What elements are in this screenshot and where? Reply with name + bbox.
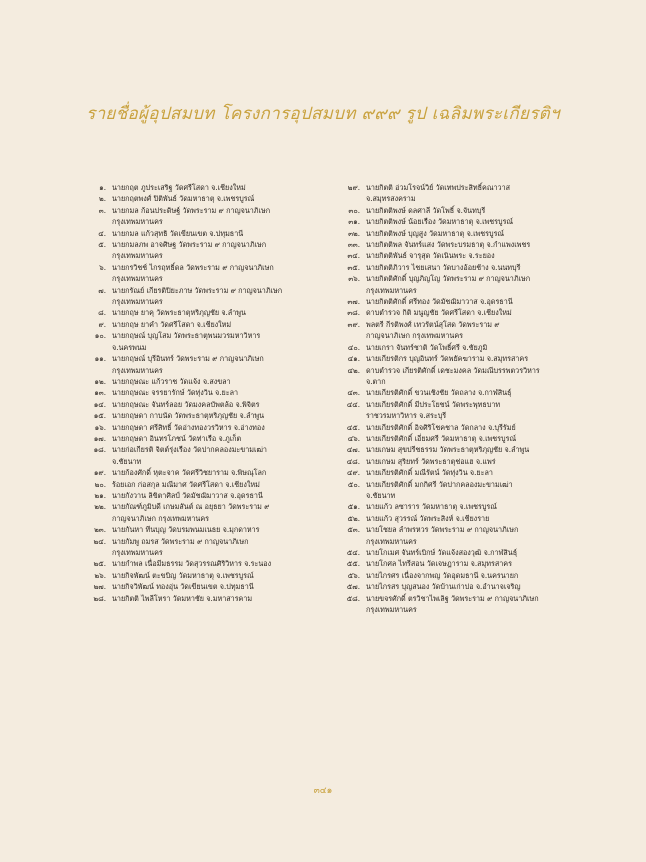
list-item — [86, 524, 326, 535]
list-item-line: นายกรวิชช์ ไกรฤทธิ์ดล วัดพระราม ๙ กาญจนาภิเษก — [112, 262, 274, 272]
list-item-text — [112, 593, 326, 604]
list-item-number: ๓๒. — [348, 228, 360, 238]
list-item-number: ๒๕. — [93, 559, 106, 569]
list-item-number: ๕๔. — [346, 548, 360, 557]
list-item-number: ๔๓. — [347, 388, 360, 398]
list-item — [86, 205, 326, 228]
list-item-line: นายไกรศร เนื่องจากพญ วัดอุดมธานี จ.นครนายก — [366, 570, 519, 580]
list-item-number: ๑๐. — [94, 331, 106, 341]
list-item-line: นายกัมพู ถมรส วัดพระราม ๙ กาญจนาภิเษก — [112, 536, 249, 546]
list-item-line: กรุงเทพมหานคร — [366, 285, 417, 295]
list-item-line: นายแก้ว ลซาราร วัดมหาธาตุ จ.เพชรบูรณ์ — [366, 502, 497, 512]
list-item — [86, 228, 326, 239]
list-item-number: ๔๗. — [346, 445, 360, 455]
list-item-line: นายกมล ก้อนประดิษฐ์ วัดพระราม ๙ กาญจนาภิเษก — [112, 205, 271, 215]
list-item — [340, 524, 580, 547]
list-item — [86, 433, 326, 444]
list-item-text — [112, 319, 326, 330]
list-item-line: นายกฤษ ยาคุ วัดพระธาตุหริภุญชัย จ.ลำพูน — [112, 308, 246, 318]
list-item-number: ๑. — [99, 183, 106, 192]
list-item-number: ๕๑. — [347, 502, 360, 512]
list-item-number: ๑๖. — [94, 422, 106, 432]
list-item-text — [112, 307, 326, 318]
list-item-number: ๕๘. — [346, 593, 360, 603]
list-item-text — [112, 205, 326, 228]
left-column — [86, 182, 326, 604]
list-item-text — [112, 524, 326, 535]
list-item-line: นายกฤษ ยาคำ วัดศรีโสดา จ.เชียงใหม่ — [112, 319, 232, 329]
list-item-text — [112, 376, 326, 387]
list-item-line: นายเกียรติศักดิ์ ขวนเชิงชัย วัดถลาง จ.กาฬสินธุ์ — [366, 388, 512, 398]
list-item-line: นายกิตติภิวาร ไชยเสนา วัดบางอ้อยช้าง จ.นนทบุรี — [366, 262, 521, 272]
list-item-number: ๓๕. — [347, 262, 360, 272]
list-item-number: ๑๕. — [93, 411, 106, 421]
list-item-number: ๘. — [98, 308, 106, 318]
list-item-number: ๕๓. — [347, 525, 360, 535]
list-item-number: ๒๗. — [93, 582, 106, 592]
list-item-number: ๒๓. — [94, 525, 106, 535]
list-item-line: นายกิตติพงษ์ ดลศาลี วัดโพธิ์ จ.จันทบุรี — [366, 205, 486, 215]
list-item-text — [112, 467, 326, 478]
list-item-line: ราชวรมหาวิหาร จ.สระบุรี — [366, 411, 447, 421]
list-item — [340, 501, 580, 512]
list-item-number: ๔๙. — [347, 468, 360, 478]
list-item — [340, 205, 580, 216]
list-item-line: นายกฤษดา กาบนัด วัดพระธาตุหริภุญชัย จ.ลำพูน — [112, 411, 265, 421]
list-item-line: กาญจนาภิเษก กรุงเทพมหานคร — [366, 331, 463, 341]
list-item-text — [366, 182, 580, 205]
list-item-number: ๒๒. — [94, 502, 106, 512]
list-item — [86, 558, 326, 569]
list-item-text — [366, 250, 580, 261]
list-item-text — [366, 456, 580, 467]
list-item — [86, 319, 326, 330]
list-item-line: พลตรี กีรติพงศ์ เทวรัตน์สุโสด วัดพระราม ๙ — [366, 319, 500, 329]
list-item-line: นายเกรา จันทร์ชาติ วัดโพธิ์ศรี จ.ชัยภูมิ — [366, 342, 488, 352]
list-item-line: นายกฤษณ์ บุรีอินทร์ วัดพระราม ๙ กาญจนาภิเษก — [112, 354, 264, 364]
list-item-line: นายเกษม สุริยทร์ วัดพระธาตุช่อแฮ จ.แพร่ — [366, 456, 496, 466]
list-item-text — [366, 547, 580, 558]
list-item-line: นายกัณฑ์ภูมิบดี เกษมสันต์ ณ อยุธยา วัดพระราม ๙ — [112, 502, 270, 512]
list-item-number: ๗. — [98, 285, 106, 295]
list-item-line: จ.สมุทรสงคราม — [366, 194, 416, 204]
list-item-text — [366, 342, 580, 353]
list-item-line: นายกิตติศักดิ์ บุญภิญโญ วัดพระราม ๙ กาญจนาภิเษก — [366, 274, 531, 284]
list-item-number: ๓๖. — [348, 274, 360, 284]
list-item — [86, 410, 326, 421]
list-item-line: นายโกเมศ จันทร์เบิกษ์ วัดแจ้งสองวุฒิ จ.กาฬสินธุ์ — [366, 548, 518, 557]
list-item-number: ๑๗. — [93, 433, 106, 443]
list-item — [340, 182, 580, 205]
list-item — [340, 422, 580, 433]
list-item — [340, 513, 580, 524]
list-item-text — [366, 239, 580, 250]
list-item-line: กรุงเทพมหานคร — [366, 605, 417, 615]
list-item — [86, 353, 326, 376]
list-item-number: ๓๘. — [347, 308, 360, 318]
list-item-line: นายกิตติพันธ์ จารุสุด วัดเนินพระ จ.ระยอง — [366, 251, 495, 261]
list-item-line: นายกิตติพล จันทร์แสง วัดพระบรมธาตุ จ.กำแพงเพชร — [366, 240, 531, 250]
list-item-line: นายเกษม สุขปรีชธรรม วัดพระธาตุหริภุญชัย จ.ลำพูน — [366, 445, 530, 455]
list-item — [340, 570, 580, 581]
list-item — [86, 285, 326, 308]
list-item-text — [112, 558, 326, 569]
list-item-line: นายขจรศักดิ์ ตรวิชาไพเลิฐ วัดพระราม ๙ กาญจนาภิเษก — [366, 593, 539, 603]
list-item-text — [366, 581, 580, 592]
list-item — [340, 250, 580, 261]
list-item — [340, 387, 580, 398]
list-item-line: นายกฤษณะ จรรยารักษ์ วัดทุ่งวิน จ.ยะลา — [112, 388, 239, 398]
list-item-text — [366, 216, 580, 227]
list-item-text — [112, 399, 326, 410]
list-item-line: นายกิตติ อ่วมโรจน์วิย์ วัดเทพประสิทธิ์คณาวาส — [366, 183, 511, 192]
list-item-text — [366, 524, 580, 547]
list-item-number: ๕. — [98, 240, 106, 250]
list-item-line: กาญจนาภิเษก กรุงเทพมหานคร — [112, 513, 209, 523]
list-item-number: ๕๒. — [347, 513, 360, 523]
list-item-line: กรุงเทพมหานคร — [366, 536, 417, 546]
list-item-text — [112, 490, 326, 501]
list-item-number: ๑๓. — [94, 388, 106, 398]
list-item-text — [112, 182, 326, 193]
list-item-number: ๒๔. — [93, 536, 106, 546]
list-item-text — [112, 228, 326, 239]
list-item — [340, 479, 580, 502]
list-item-text — [112, 433, 326, 444]
list-item — [340, 216, 580, 227]
list-item-text — [366, 433, 580, 444]
list-item — [86, 536, 326, 559]
list-item-number: ๓๗. — [347, 297, 360, 307]
list-item — [340, 307, 580, 318]
list-item — [340, 296, 580, 307]
list-item-line: จ.ชัยนาท — [366, 490, 396, 500]
list-item-line: นายไกรสร บุญสนอง วัดบ้านเก่าปอ จ.อำนาจเจริญ — [366, 582, 521, 592]
list-item — [86, 330, 326, 353]
list-item-line: จ.นครพนม — [112, 342, 147, 352]
list-item-line: กรุงเทพมหานคร — [112, 548, 163, 557]
list-item-line: ดาบตำรวจ กิติ มนูญชัย วัดศรีโสดา จ.เชียงใหม่ — [366, 308, 512, 318]
list-item-number: ๕๐. — [347, 479, 360, 489]
list-item-text — [112, 536, 326, 559]
list-item — [340, 456, 580, 467]
list-item-text — [112, 479, 326, 490]
list-item-text — [366, 307, 580, 318]
list-item-number: ๒๙. — [347, 183, 360, 192]
list-item-line: จ.ชัยนาท — [112, 456, 142, 466]
list-item — [86, 467, 326, 478]
list-item — [86, 570, 326, 581]
list-item-number: ๔๕. — [346, 422, 360, 432]
list-item-text — [366, 387, 580, 398]
list-item — [86, 581, 326, 592]
list-item — [86, 239, 326, 262]
list-item — [86, 399, 326, 410]
list-item-line: นายแก้ว สุวรรณ์ วัดพระสิงห์ จ.เชียงราย — [366, 513, 490, 523]
list-item-text — [366, 422, 580, 433]
list-item-number: ๑๒. — [94, 376, 106, 386]
list-item-line: นายเกียรติกร บุญอินทร์ วัดพยัคฆาราม จ.สมุทรสาคร — [366, 354, 529, 364]
list-item-line: ดาบตำรวจ เกียรติศักดิ์ เดชะมงคล วัดมณีบรรพตวรวิหาร — [366, 365, 540, 375]
list-item-number: ๔๑. — [347, 354, 360, 364]
list-item-number: ๕๕. — [346, 559, 360, 569]
list-item — [86, 182, 326, 193]
list-item-line: นายเกียรติศักดิ์ มกกิศรี วัดปากคลองมะขามเฒ่า — [366, 479, 513, 489]
list-item-line: นายกิจวิพัฒน์ ทองอุ่น วัดเขียนเขต จ.ปทุมธานี — [112, 582, 254, 592]
list-item-text — [112, 501, 326, 524]
list-item-text — [112, 581, 326, 592]
page-title: รายชื่อผู้อุปสมบท โครงการอุปสมบท ๙๙๙ รูป เฉลิมพระเกียรติฯ — [86, 104, 560, 124]
list-item-line: กรุงเทพมหานคร — [112, 251, 163, 261]
list-item-number: ๒๖. — [94, 570, 106, 580]
list-item-number: ๑๑. — [94, 354, 106, 364]
list-item-number: ๔๔. — [346, 399, 360, 409]
list-item — [340, 273, 580, 296]
list-item-line: นายเกียรติศักดิ์ เอี่ยมศรี วัดมหาธาตุ จ.เพชรบูรณ์ — [366, 433, 517, 443]
list-item-number: ๕๗. — [346, 582, 360, 592]
list-item-line: นายกฤตพงศ์ ปิติพันธ์ วัดมหาธาตุ จ.เพชรบูรณ์ — [112, 194, 255, 204]
list-item-line: นายกมล แก้วสุทธิ วัดเขียนเขต จ.ปทุมธานี — [112, 228, 244, 238]
list-item — [340, 365, 580, 388]
list-item-line: ร้อยเอก ก่อสกุล มณีมาศ วัดศรีโสดา จ.เชียงใหม่ — [112, 479, 260, 489]
list-item — [340, 467, 580, 478]
list-item — [86, 490, 326, 501]
list-item-number: ๔. — [98, 228, 106, 238]
list-item-line: นายกังวาน ลิขิตาศิลป์ วัดมัชฌิมาวาส จ.อุดรธานี — [112, 490, 263, 500]
list-item-number: ๒๘. — [93, 593, 106, 603]
list-item — [86, 444, 326, 467]
list-item-line: นายกฤต ภูประเสริฐ วัดศรีโสดา จ.เชียงใหม่ — [112, 183, 246, 192]
list-item-line: นายกฤษดา ศรีสิทธิ์ วัดอ่างทองวรวิหาร จ.อ่างทอง — [112, 422, 265, 432]
list-item-text — [366, 593, 580, 616]
list-item-number: ๒. — [98, 194, 106, 204]
list-item-number: ๒๑. — [94, 490, 106, 500]
list-item-text — [366, 296, 580, 307]
list-item-line: กรุงเทพมหานคร — [112, 274, 163, 284]
list-item-number: ๓๙. — [347, 319, 360, 329]
list-item — [340, 399, 580, 422]
list-item-line: นายโกศล ไทรีสอน วัดเจษฎาราม จ.สมุทรสาคร — [366, 559, 512, 569]
list-item-text — [112, 570, 326, 581]
list-item-number: ๔๖. — [347, 433, 360, 443]
list-item-text — [112, 410, 326, 421]
list-item — [86, 376, 326, 387]
list-item-number: ๓๑. — [348, 217, 360, 227]
list-item-text — [366, 558, 580, 569]
list-item-line: นายกิตติพงษ์ น้อยเรือง วัดมหาธาตุ จ.เพชรบูรณ์ — [366, 217, 514, 227]
list-item-text — [366, 228, 580, 239]
list-item — [340, 342, 580, 353]
list-item-line: นายเกียรติศักดิ์ มณีรัตน์ วัดทุ่งวิน จ.ยะลา — [366, 468, 493, 478]
list-item — [86, 193, 326, 204]
list-item-line: นายกมลภพ อาจศิษฐ วัดพระราม ๙ กาญจนาภิเษก — [112, 240, 267, 250]
list-item — [340, 228, 580, 239]
list-item — [340, 547, 580, 558]
list-item — [340, 433, 580, 444]
list-item-line: นายกำพล เนื่อมีมธรรม วัดสุวรรณศิริวิหาร จ.ระนอง — [112, 559, 272, 569]
list-item-line: นายกันหา ทีนบุญ วัดบรมพนมเนธย จ.มุกดาหาร — [112, 525, 260, 535]
list-item-text — [366, 319, 580, 342]
list-item-line: นายกฤษณะ แก้วราช วัดแจ้ง จ.สงขลา — [112, 376, 231, 386]
list-item-line: กรุงเทพมหานคร — [112, 365, 163, 375]
list-item-number: ๕๖. — [347, 570, 360, 580]
list-item-text — [366, 273, 580, 296]
list-item — [340, 444, 580, 455]
list-item — [340, 353, 580, 364]
list-item-number: ๑๔. — [93, 399, 106, 409]
list-item-number: ๓. — [98, 205, 106, 215]
list-item-line: นายกิตติ ไพลีโหรา วัดมหาชัย จ.มหาสารคาม — [112, 593, 253, 603]
list-item-line: กรุงเทพมหานคร — [112, 217, 163, 227]
list-item-text — [112, 422, 326, 433]
list-item-line: นายเกียรติศักดิ์ มีประโยชน์ วัดพระพุทธบาท — [366, 399, 501, 409]
list-item-number: ๔๐. — [347, 342, 360, 352]
list-item — [86, 307, 326, 318]
list-item — [340, 262, 580, 273]
list-item — [340, 319, 580, 342]
list-item-text — [366, 205, 580, 216]
list-item-text — [112, 285, 326, 308]
list-item-line: นายกิจพัฒน์ ตะขบิญ วัดมหาธาตุ จ.เพชรบูรณ์ — [112, 570, 254, 580]
list-item — [340, 558, 580, 569]
list-item-line: นายกฤษณ์ บุญโสม วัดพระธาตุพนมวรมหาวิหาร — [112, 331, 261, 341]
list-item-text — [366, 570, 580, 581]
list-item-line: นายก่อเกียรติ จิตต์รุ่งเรือง วัดปากคลองมะขามเฒ่า — [112, 445, 267, 455]
list-item-text — [112, 353, 326, 376]
list-item — [86, 593, 326, 604]
list-item-line: นายกฤษณะ จันทร์ลอย วัดมงคลบัพตล้อ จ.พิจิตร — [112, 399, 260, 409]
list-item-number: ๓๓. — [347, 240, 360, 250]
list-item — [86, 479, 326, 490]
list-item-text — [112, 330, 326, 353]
list-item — [340, 593, 580, 616]
list-item-text — [366, 353, 580, 364]
list-item-line: นายกฤษดา อินทรโภชน์ วัดท่าเรือ จ.ภูเก็ต — [112, 433, 242, 443]
list-item-number: ๒๐. — [94, 479, 106, 489]
list-item-text — [366, 444, 580, 455]
list-item-line: จ.ตาก — [366, 376, 386, 386]
list-item-text — [366, 467, 580, 478]
list-item-text — [366, 365, 580, 388]
list-item-text — [366, 479, 580, 502]
list-item-text — [112, 193, 326, 204]
list-item-line: นายก้องศักดิ์ หุตะจาค วัดศรีวิชยาราม จ.พิษณุโลก — [112, 468, 267, 478]
list-item-number: ๔๒. — [347, 365, 360, 375]
list-item — [340, 581, 580, 592]
list-item-number: ๔๘. — [346, 456, 360, 466]
list-item-text — [366, 262, 580, 273]
list-item — [86, 387, 326, 398]
list-item-line: นายกิตติศักดิ์ ศรีทอง วัดมัชฌิมาวาส จ.อุดรธานี — [366, 297, 513, 307]
list-item — [86, 422, 326, 433]
list-item-line: นายเกียรติศักดิ์ อิจศิริโชคชาล วัดกลาง จ.บุรีรัมย์ — [366, 422, 516, 432]
list-item — [86, 501, 326, 524]
list-item-line: นายกรัณย์ เกียรติปิยะภาษ วัดพระราม ๙ กาญจนาภิเษก — [112, 285, 283, 295]
list-item-text — [112, 444, 326, 467]
list-item-text — [366, 513, 580, 524]
list-item-text — [112, 239, 326, 262]
list-item-number: ๙. — [98, 319, 106, 329]
list-item-line: นายกิตติพงษ์ บุญสูง วัดมหาธาตุ จ.เพชรบูรณ์ — [366, 228, 505, 238]
list-item-number: ๓๔. — [347, 251, 360, 261]
list-item-text — [366, 501, 580, 512]
list-item-number: ๑๘. — [93, 445, 106, 455]
page-number: ๓๔๑ — [313, 786, 333, 796]
list-item-text — [112, 262, 326, 285]
list-item-number: ๓๐. — [348, 205, 360, 215]
list-item-line: กรุงเทพมหานคร — [112, 297, 163, 307]
list-item-text — [366, 399, 580, 422]
list-item-number: ๑๙. — [93, 468, 106, 478]
list-item-line: นายโชยล ลำพรหวร วัดพระราม ๙ กาญจนาภิเษก — [366, 525, 519, 535]
list-item — [86, 262, 326, 285]
list-item — [340, 239, 580, 250]
right-column — [340, 182, 580, 615]
list-item-text — [112, 387, 326, 398]
list-item-number: ๖. — [99, 262, 106, 272]
